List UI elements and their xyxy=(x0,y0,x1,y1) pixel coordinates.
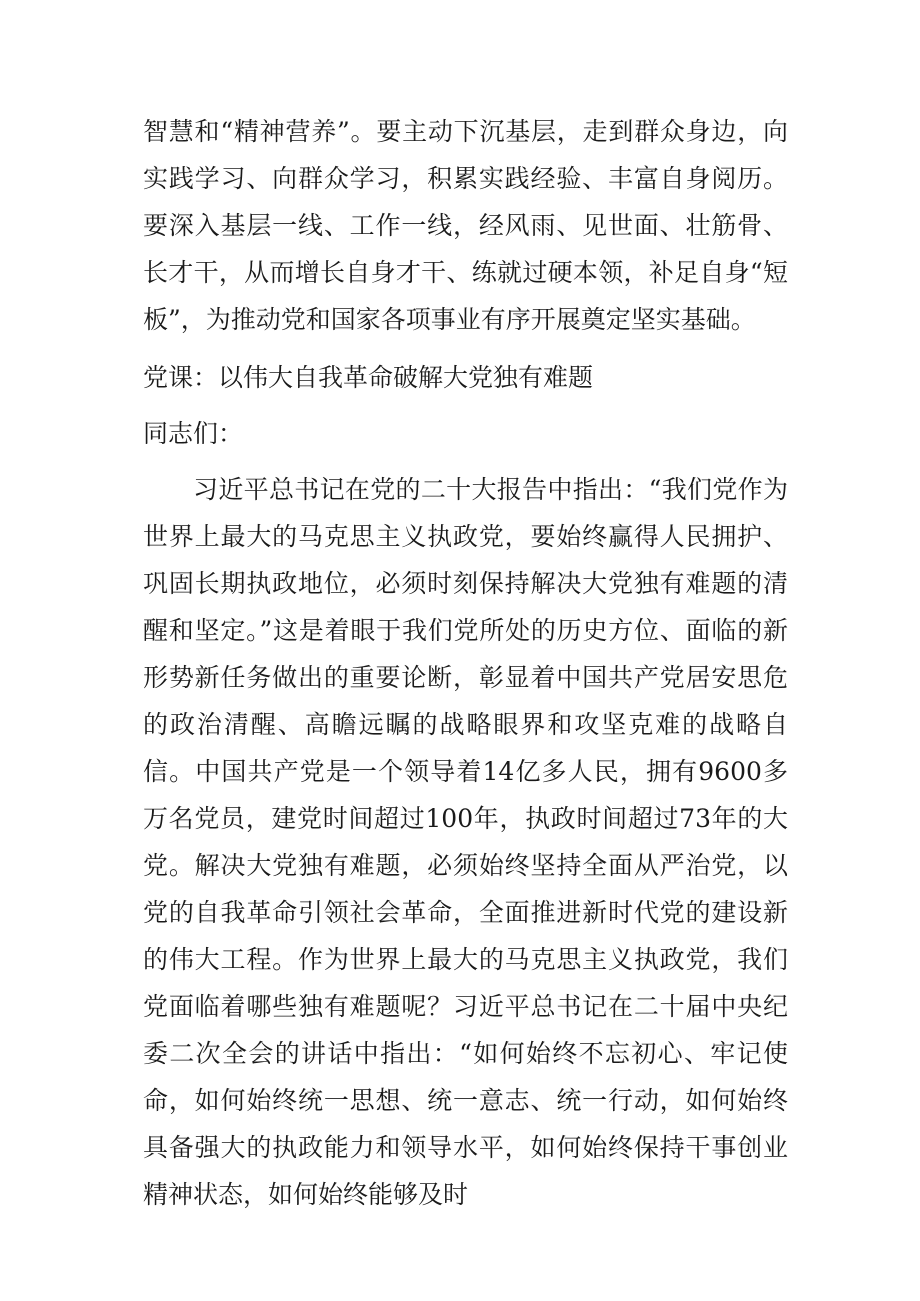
body-paragraph: 习近平总书记在党的二十大报告中指出：“我们党作为世界上最大的马克思主义执政党，要始终赢得人民拥护、巩固长期执政地位，必须时刻保持解决大党独有难题的清醒和坚定。”这是着眼于我们党所处的历史方位、面临的新形势新任务做出的重要论断，彰显着中国共产党居安思危的政治清醒、高瞻远瞩的战略眼界和攻坚克难的战略自信。中国共产党是一个领导着14亿多人民，拥有9600多万名党员，建党时间超过100年，执政时间超过73年的大党。解决大党独有难题，必须始终坚持全面从严治党，以党的自我革命引领社会革命，全面推进新时代党的建设新的伟大工程。作为世界上最大的马克思主义执政党，我们党面临着哪些独有难题呢？习近平总书记在二十届中央纪委二次全会的讲话中指出：“如何始终不忘初心、牢记使命，如何始终统一思想、统一意志、统一行动，如何始终具备强大的执政能力和领导水平，如何始终保持干事创业精神状态，如何始终能够及时 xyxy=(143,475,788,1209)
lesson-heading: 党课：以伟大自我革命破解大党独有难题 xyxy=(143,363,594,392)
salutation: 同志们： xyxy=(143,419,244,448)
document-page xyxy=(143,108,788,1218)
continuation-paragraph: 智慧和“精神营养”。要主动下沉基层，走到群众身边，向实践学习、向群众学习，积累实践经验、丰富自身阅历。要深入基层一线、工作一线，经风雨、见世面、壮筋骨、长才干，从而增长自身才干、练就过硬本领，补足自身“短板”，为推动党和国家各项事业有序开展奠定坚实基础。 xyxy=(143,117,788,334)
